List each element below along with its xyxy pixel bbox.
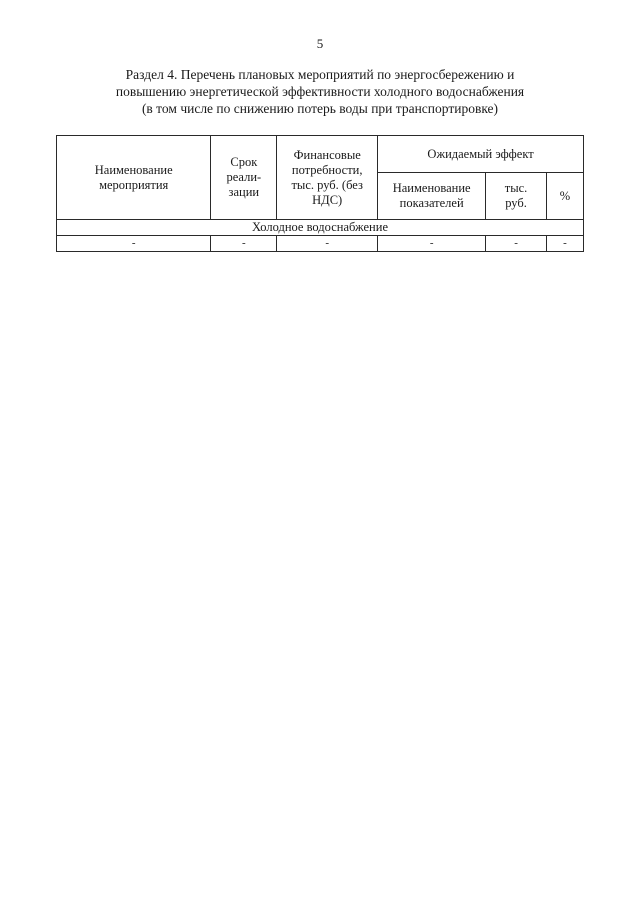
cell-indicator: - (378, 236, 486, 252)
section-title-line-2: повышению энергетической эффективности холодного водоснабжения (115, 84, 525, 99)
header-indicator-name: Наименование показателей (378, 173, 486, 220)
table-header-row (57, 136, 584, 173)
cell-term: - (211, 236, 277, 252)
cell-thousand-rub: - (486, 236, 547, 252)
section-title-line-3: (в том числе по снижению потерь воды при транспортировке) (141, 101, 499, 116)
page-number: 5 (316, 36, 324, 51)
header-expected-effect: Ожидаемый эффект (378, 136, 584, 173)
header-finance: Финансовые потребности, тыс. руб. (без НДС) (277, 136, 378, 220)
cell-percent: - (546, 236, 583, 252)
table-group-row (57, 220, 584, 236)
group-cold-water: Холодное водоснабжение (57, 220, 584, 236)
section-title (60, 66, 580, 117)
header-term: Срок реали-зации (211, 136, 277, 220)
measures-table (56, 135, 584, 252)
cell-measure: - (57, 236, 211, 252)
cell-finance: - (277, 236, 378, 252)
header-percent: % (546, 173, 583, 220)
table-row (57, 236, 584, 252)
section-title-line-1: Раздел 4. Перечень плановых мероприятий по энергосбережению и (125, 67, 515, 82)
header-thousand-rub: тыс. руб. (486, 173, 547, 220)
header-measure-name: Наименование мероприятия (57, 136, 211, 220)
